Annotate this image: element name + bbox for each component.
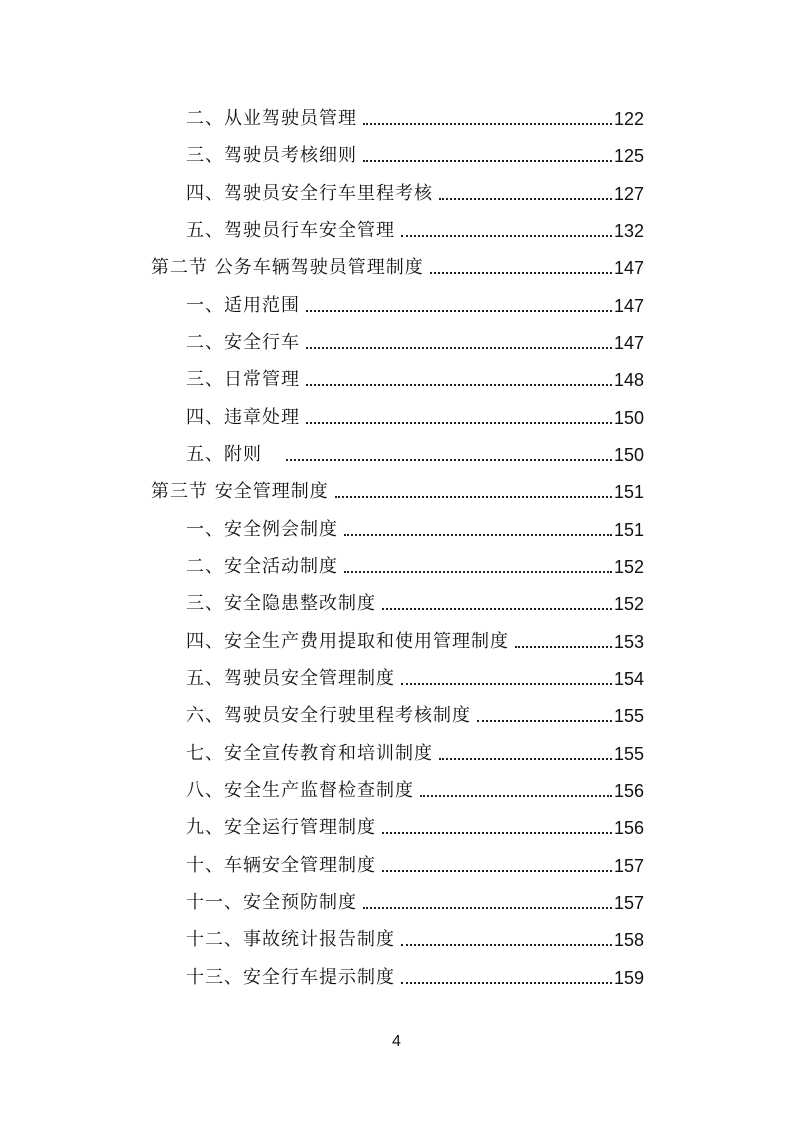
toc-entry-page: 152 bbox=[613, 594, 644, 614]
toc-entry-page: 125 bbox=[613, 146, 644, 166]
toc-entry-label: 第三节 安全管理制度 bbox=[151, 481, 329, 502]
toc-entry-page: 132 bbox=[613, 221, 644, 241]
toc-leader-dots bbox=[306, 421, 612, 424]
toc-entry-page: 159 bbox=[613, 968, 644, 988]
toc-leader-dots bbox=[515, 645, 612, 648]
toc-entry-label: 五、驾驶员安全管理制度 bbox=[186, 668, 395, 689]
toc-entry[interactable] bbox=[186, 137, 644, 167]
toc-leader-dots bbox=[344, 570, 612, 573]
toc-entry[interactable] bbox=[186, 548, 644, 578]
toc-entry-page: 157 bbox=[613, 856, 644, 876]
toc-entry-label: 十三、安全行车提示制度 bbox=[186, 967, 395, 988]
toc-leader-dots bbox=[401, 943, 612, 946]
toc-section-entry[interactable] bbox=[151, 473, 644, 503]
toc-entry-label: 四、安全生产费用提取和使用管理制度 bbox=[186, 631, 509, 652]
toc-entry-page: 150 bbox=[613, 408, 644, 428]
toc-entry[interactable] bbox=[186, 399, 644, 429]
toc-entry-page: 154 bbox=[613, 669, 644, 689]
page-number: 4 bbox=[392, 1033, 401, 1050]
toc-entry-label: 二、安全行车 bbox=[186, 332, 300, 353]
toc-leader-dots bbox=[477, 719, 612, 722]
toc-leader-dots bbox=[382, 831, 612, 834]
toc-entry[interactable] bbox=[186, 623, 644, 653]
toc-entry-page: 127 bbox=[613, 184, 644, 204]
toc-entry-page: 148 bbox=[613, 370, 644, 390]
toc-leader-dots bbox=[382, 607, 612, 610]
toc-entry-page: 156 bbox=[613, 818, 644, 838]
toc-entry-page: 147 bbox=[613, 258, 644, 278]
toc-entry[interactable] bbox=[186, 287, 644, 317]
toc-entry[interactable] bbox=[186, 772, 644, 802]
toc-section-entry[interactable] bbox=[151, 249, 644, 279]
toc-leader-dots bbox=[382, 869, 612, 872]
toc-entry[interactable] bbox=[186, 436, 644, 466]
toc-entry-label: 第二节 公务车辆驾驶员管理制度 bbox=[151, 257, 424, 278]
toc-entry[interactable] bbox=[186, 585, 644, 615]
toc-entry-label: 一、安全例会制度 bbox=[186, 519, 338, 540]
toc-entry[interactable] bbox=[186, 511, 644, 541]
toc-entry-label: 十二、事故统计报告制度 bbox=[186, 929, 395, 950]
toc-leader-dots bbox=[401, 682, 612, 685]
toc-entry-label: 二、安全活动制度 bbox=[186, 556, 338, 577]
toc-entry-page: 122 bbox=[613, 109, 644, 129]
toc-entry-page: 147 bbox=[613, 333, 644, 353]
toc-entry[interactable] bbox=[186, 361, 644, 391]
toc-entry-label: 一、适用范围 bbox=[186, 295, 300, 316]
toc-entry-page: 155 bbox=[613, 706, 644, 726]
toc-entry[interactable] bbox=[186, 697, 644, 727]
toc-entry-page: 151 bbox=[613, 482, 644, 502]
toc-entry[interactable] bbox=[186, 921, 644, 951]
toc-leader-dots bbox=[363, 122, 612, 125]
toc-entry-label: 五、附则 bbox=[186, 444, 262, 465]
toc-leader-dots bbox=[439, 197, 612, 200]
toc-entry-page: 153 bbox=[613, 632, 644, 652]
toc-leader-dots bbox=[306, 309, 612, 312]
toc-leader-dots bbox=[430, 271, 612, 274]
toc-entry-label: 四、驾驶员安全行车里程考核 bbox=[186, 183, 433, 204]
toc-leader-dots bbox=[401, 234, 612, 237]
toc-entry-label: 三、安全隐患整改制度 bbox=[186, 593, 376, 614]
toc-entry-page: 150 bbox=[613, 445, 644, 465]
toc-entry-label: 二、从业驾驶员管理 bbox=[186, 108, 357, 129]
toc-leader-dots bbox=[401, 981, 612, 984]
toc-leader-dots bbox=[335, 495, 612, 498]
toc-entry[interactable] bbox=[186, 847, 644, 877]
toc-entry[interactable] bbox=[186, 212, 644, 242]
toc-entry-label: 六、驾驶员安全行驶里程考核制度 bbox=[186, 705, 471, 726]
toc-entry-page: 147 bbox=[613, 296, 644, 316]
toc-leader-dots bbox=[363, 159, 612, 162]
toc-entry-label: 八、安全生产监督检查制度 bbox=[186, 780, 414, 801]
toc-entry[interactable] bbox=[186, 100, 644, 130]
toc-entry[interactable] bbox=[186, 884, 644, 914]
toc-entry-page: 152 bbox=[613, 557, 644, 577]
toc-entry[interactable] bbox=[186, 175, 644, 205]
toc-entry-label: 十、车辆安全管理制度 bbox=[186, 855, 376, 876]
toc-entry-label: 三、驾驶员考核细则 bbox=[186, 145, 357, 166]
toc-leader-dots bbox=[439, 757, 612, 760]
toc-entry-page: 155 bbox=[613, 744, 644, 764]
toc-entry-page: 156 bbox=[613, 781, 644, 801]
toc-entry-page: 157 bbox=[613, 893, 644, 913]
toc-entry[interactable] bbox=[186, 324, 644, 354]
toc-entry[interactable] bbox=[186, 660, 644, 690]
toc-leader-dots bbox=[306, 383, 612, 386]
toc-leader-dots bbox=[420, 794, 612, 797]
toc-entry-label: 四、违章处理 bbox=[186, 407, 300, 428]
toc-leader-dots bbox=[306, 346, 612, 349]
toc-entry-page: 158 bbox=[613, 930, 644, 950]
toc-leader-dots bbox=[363, 906, 612, 909]
toc-entry[interactable] bbox=[186, 735, 644, 765]
toc-entry-label: 十一、安全预防制度 bbox=[186, 892, 357, 913]
toc-entry-label: 三、日常管理 bbox=[186, 369, 300, 390]
toc-entry-label: 五、驾驶员行车安全管理 bbox=[186, 220, 395, 241]
toc-leader-dots bbox=[286, 458, 612, 461]
toc-entry-page: 151 bbox=[613, 520, 644, 540]
toc-entry-label: 九、安全运行管理制度 bbox=[186, 817, 376, 838]
toc-entry-label: 七、安全宣传教育和培训制度 bbox=[186, 743, 433, 764]
toc-entry[interactable] bbox=[186, 959, 644, 989]
toc-entry[interactable] bbox=[186, 809, 644, 839]
toc-leader-dots bbox=[344, 533, 612, 536]
